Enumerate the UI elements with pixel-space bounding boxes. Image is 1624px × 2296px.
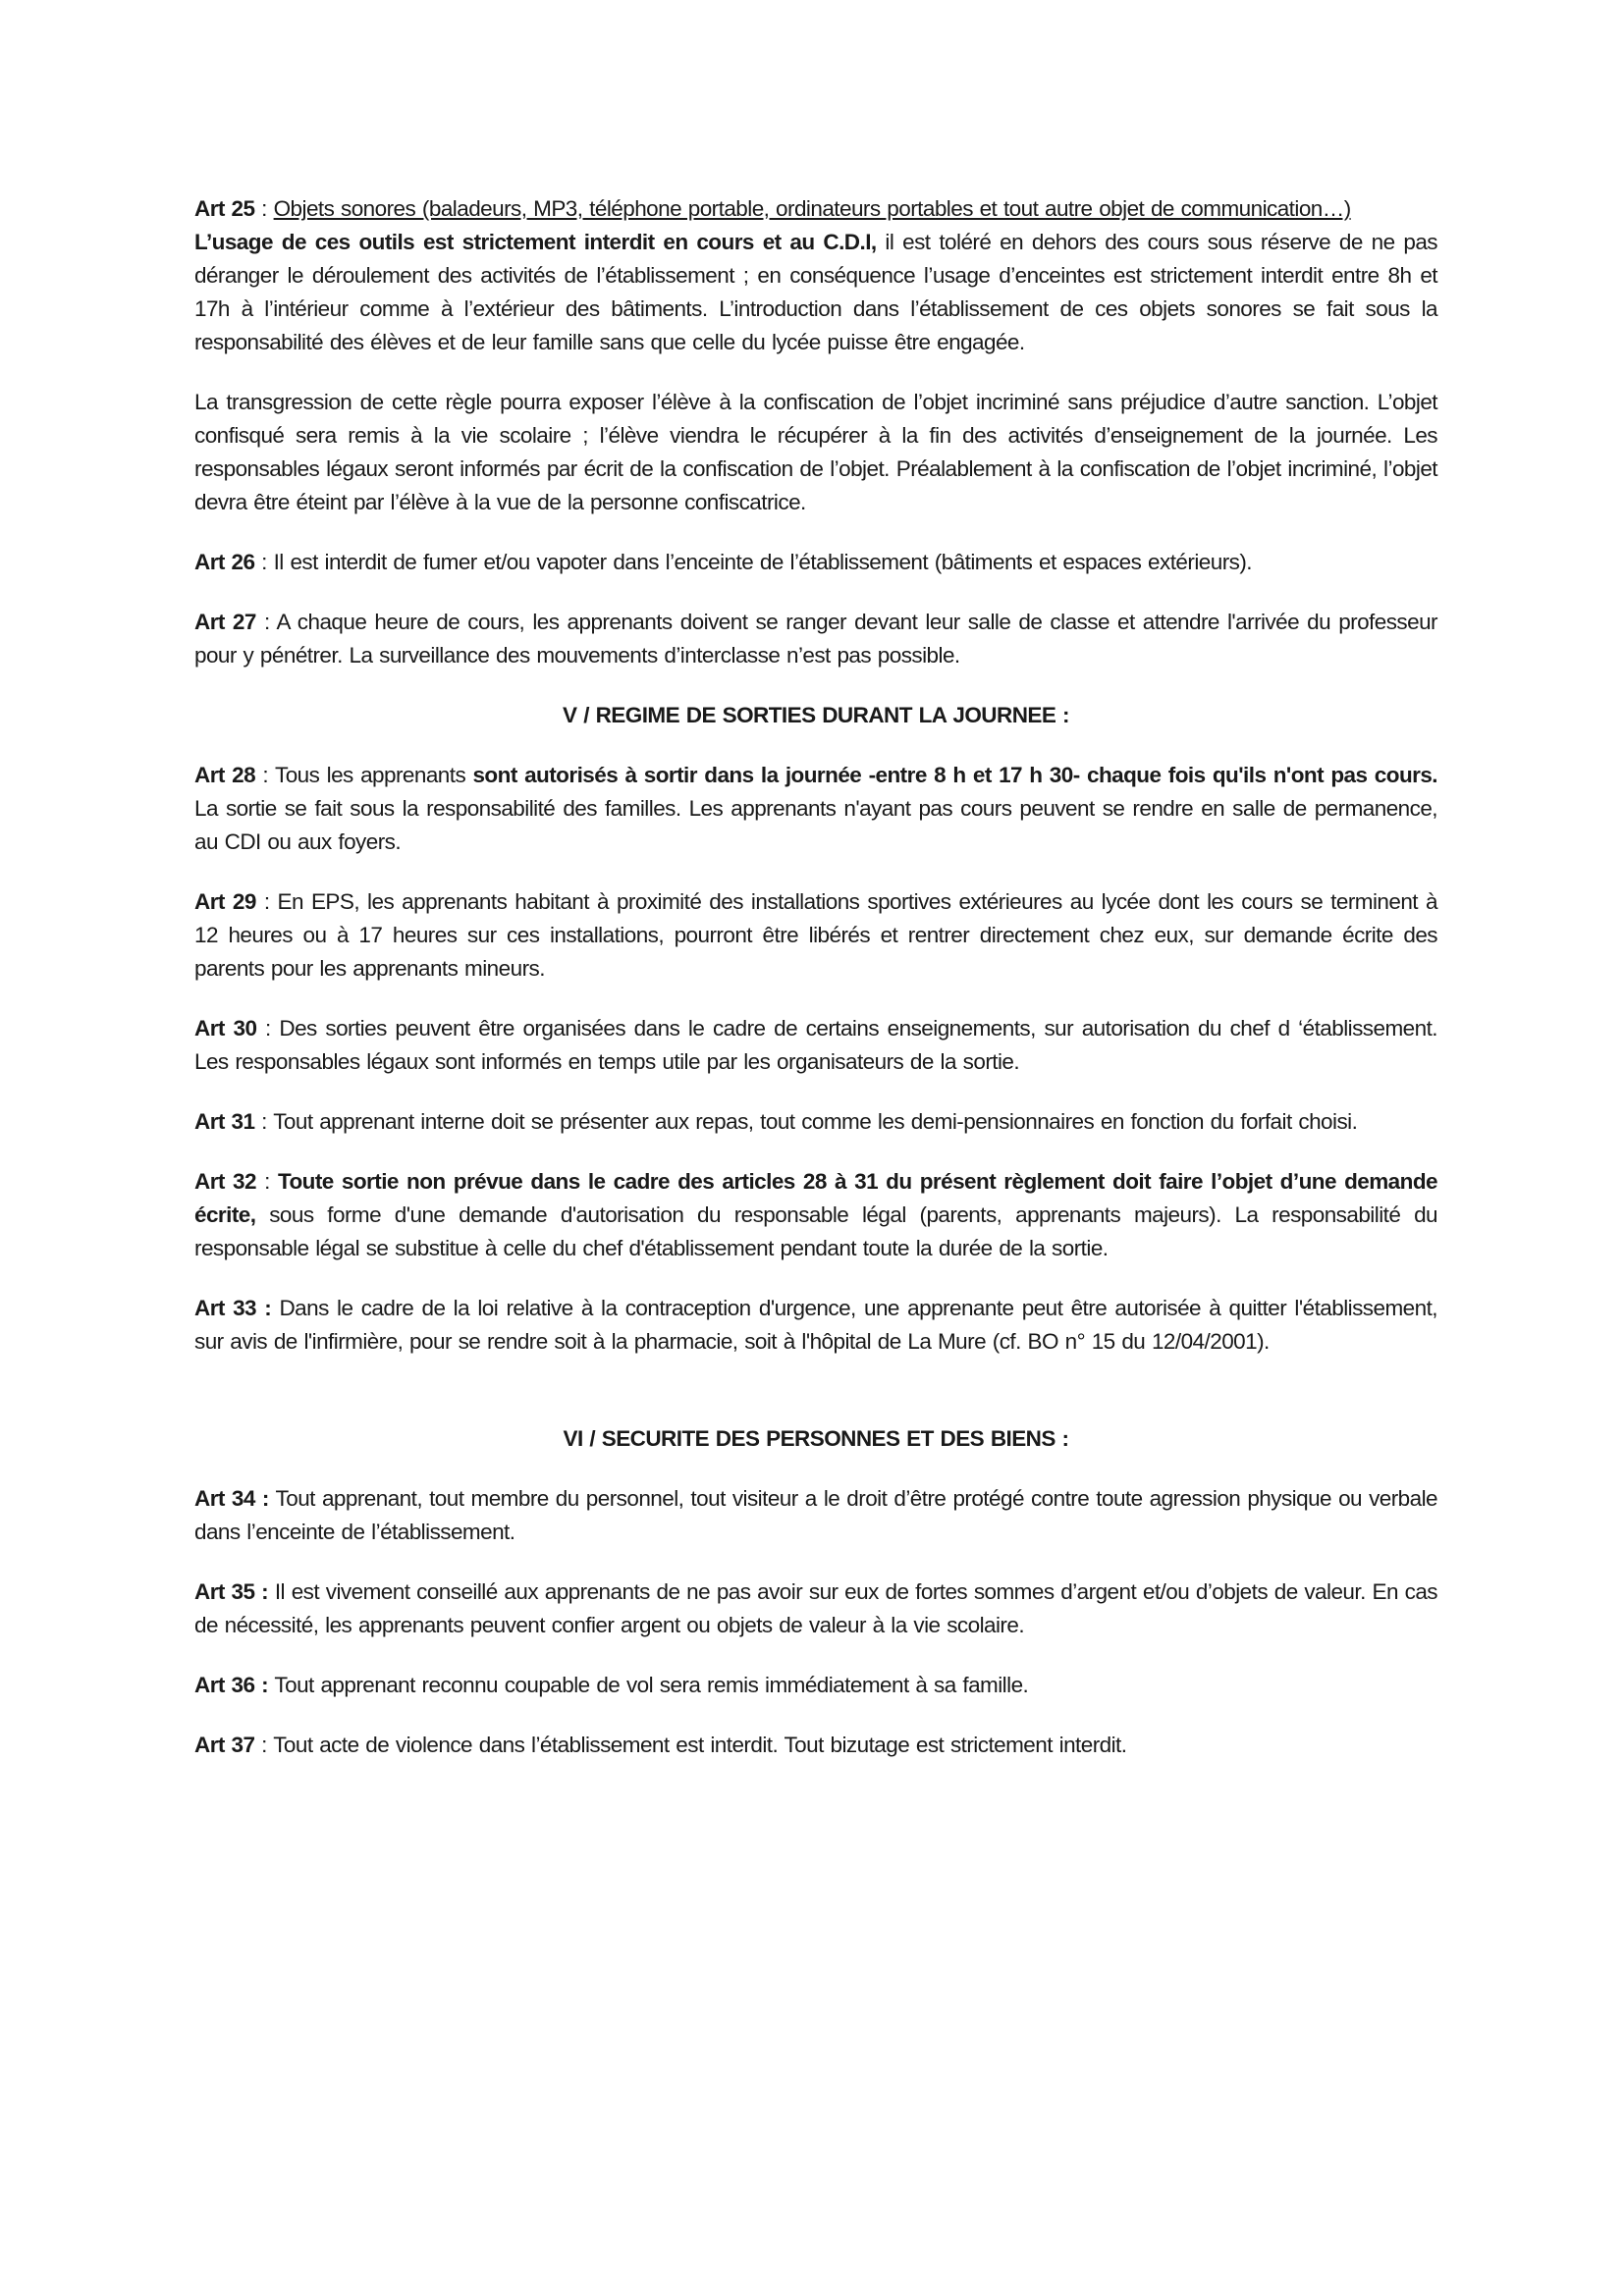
article-29 <box>194 885 1437 986</box>
article-34 <box>194 1482 1437 1549</box>
article-text: il est toléré en dehors des cours sous réserve de ne pas déranger le déroulement des activités de l’établissement ; en conséquence l’usage d’enceintes est strictement interdit entre 8h et 17h à l’intérieur comme à l’extérieur des bâtiments. L’introduction dans l’établissement de ces objets sonores se fait sous la responsabilité des élèves et de leur famille sans que celle du lycée puisse être engagée. <box>194 230 1437 354</box>
article-36 <box>194 1669 1437 1702</box>
article-25 <box>194 192 1437 226</box>
article-separator: : <box>254 196 274 221</box>
document-page <box>194 192 1437 1789</box>
article-label: Art 32 <box>194 1169 256 1194</box>
article-label: Art 33 : <box>194 1296 272 1320</box>
article-label: Art 35 : <box>194 1579 269 1604</box>
article-title: Objets sonores (baladeurs, MP3, téléphone portable, ordinateurs portables et tout autre objet de communication…) <box>273 196 1351 221</box>
article-32 <box>194 1165 1437 1265</box>
article-text: La sortie se fait sous la responsabilité des familles. Les apprenants n'ayant pas cours peuvent se rendre en salle de permanence, au CDI ou aux foyers. <box>194 796 1437 854</box>
article-25-body <box>194 226 1437 359</box>
article-text: Des sorties peuvent être organisées dans le cadre de certains enseignements, sur autorisation du chef d ‘établissement. Les responsables légaux sont informés en temps utile par les organisateurs de la sortie. <box>194 1016 1437 1074</box>
article-text: Tout apprenant reconnu coupable de vol sera remis immédiatement à sa famille. <box>268 1673 1029 1697</box>
article-37 <box>194 1729 1437 1762</box>
article-bold-text: L’usage de ces outils est strictement interdit en cours et au C.D.I, <box>194 230 877 254</box>
article-text: Dans le cadre de la loi relative à la contraception d'urgence, une apprenante peut être autorisée à quitter l'établissement, sur avis de l'infirmière, pour se rendre soit à la pharmacie, soit à l'hôpital de La Mure (cf. BO n° 15 du 12/04/2001). <box>194 1296 1437 1354</box>
article-label: Art 36 : <box>194 1673 269 1697</box>
article-label: Art 25 <box>194 196 255 221</box>
article-label: Art 34 : <box>194 1486 269 1511</box>
article-label: Art 31 <box>194 1109 255 1134</box>
article-text: A chaque heure de cours, les apprenants doivent se ranger devant leur salle de classe et attendre l'arrivée du professeur pour y pénétrer. La surveillance des mouvements d’interclasse n’est pas possible. <box>194 610 1437 667</box>
article-27 <box>194 606 1437 672</box>
article-35 <box>194 1575 1437 1642</box>
article-separator: : <box>254 1733 274 1757</box>
article-text: Il est vivement conseillé aux apprenants de ne pas avoir sur eux de fortes sommes d’argent et/ou d’objets de valeur. En cas de nécessité, les apprenants peuvent confier argent ou objets de valeur à la vie scolaire. <box>194 1579 1437 1637</box>
article-text: La transgression de cette règle pourra exposer l’élève à la confiscation de l’objet incriminé sans préjudice d’autre sanction. L’objet confisqué sera remis à la vie scolaire ; l’élève viendra le récupérer à la fin des activités d’enseignement de la journée. Les responsables légaux seront informés par écrit de la confiscation de l’objet. Préalablement à la confiscation de l’objet incriminé, l’objet devra être éteint par l’élève à la vue de la personne confiscatrice. <box>194 390 1437 514</box>
article-label: Art 26 <box>194 550 255 574</box>
article-text: sous forme d'une demande d'autorisation du responsable légal (parents, apprenants majeurs). La responsabilité du responsable légal se substitue à celle du chef d'établissement pendant toute la durée de la sortie. <box>194 1202 1437 1260</box>
article-separator: : <box>254 550 274 574</box>
spacer <box>194 1385 1437 1422</box>
article-label: Art 27 <box>194 610 256 634</box>
article-30 <box>194 1012 1437 1079</box>
article-text: Il est interdit de fumer et/ou vapoter dans l’enceinte de l’établissement (bâtiments et espaces extérieurs). <box>273 550 1252 574</box>
article-25-paragraph-2 <box>194 386 1437 519</box>
article-31 <box>194 1105 1437 1139</box>
article-separator: : <box>255 889 278 914</box>
article-text: En EPS, les apprenants habitant à proximité des installations sportives extérieures au lycée dont les cours se terminent à 12 heures ou à 17 heures sur ces installations, pourront être libérés et rentrer directement chez eux, sur demande écrite des parents pour les apprenants mineurs. <box>194 889 1437 981</box>
article-text: Tout apprenant interne doit se présenter aux repas, tout comme les demi-pensionnaires en fonction du forfait choisi. <box>273 1109 1358 1134</box>
article-text: Tout acte de violence dans l’établissement est interdit. Tout bizutage est strictement interdit. <box>273 1733 1127 1757</box>
article-label: Art 30 <box>194 1016 257 1041</box>
article-separator: : <box>255 610 277 634</box>
article-label: Art 29 <box>194 889 256 914</box>
article-text: Tout apprenant, tout membre du personnel, tout visiteur a le droit d’être protégé contre toute agression physique ou verbale dans l’enceinte de l’établissement. <box>194 1486 1438 1544</box>
article-bold-text: Toute sortie non prévue dans le cadre des articles 28 à 31 du présent règlement doit faire l’objet d’une demande écrite, <box>194 1169 1437 1227</box>
article-label: Art 37 <box>194 1733 255 1757</box>
article-separator: : <box>256 1016 280 1041</box>
article-28 <box>194 759 1437 859</box>
article-33 <box>194 1292 1437 1359</box>
article-separator: : <box>255 1169 278 1194</box>
article-text: Tous les apprenants <box>275 763 473 787</box>
article-26 <box>194 546 1437 579</box>
section-heading-5: V / REGIME DE SORTIES DURANT LA JOURNEE : <box>563 703 1069 727</box>
article-separator: : <box>254 1109 274 1134</box>
article-separator: : <box>255 763 276 787</box>
section-heading-6: VI / SECURITE DES PERSONNES ET DES BIENS : <box>563 1426 1069 1451</box>
article-label: Art 28 <box>194 763 256 787</box>
article-bold-text: sont autorisés à sortir dans la journée -entre 8 h et 17 h 30- chaque fois qu'ils n'ont pas cours. <box>472 763 1438 787</box>
